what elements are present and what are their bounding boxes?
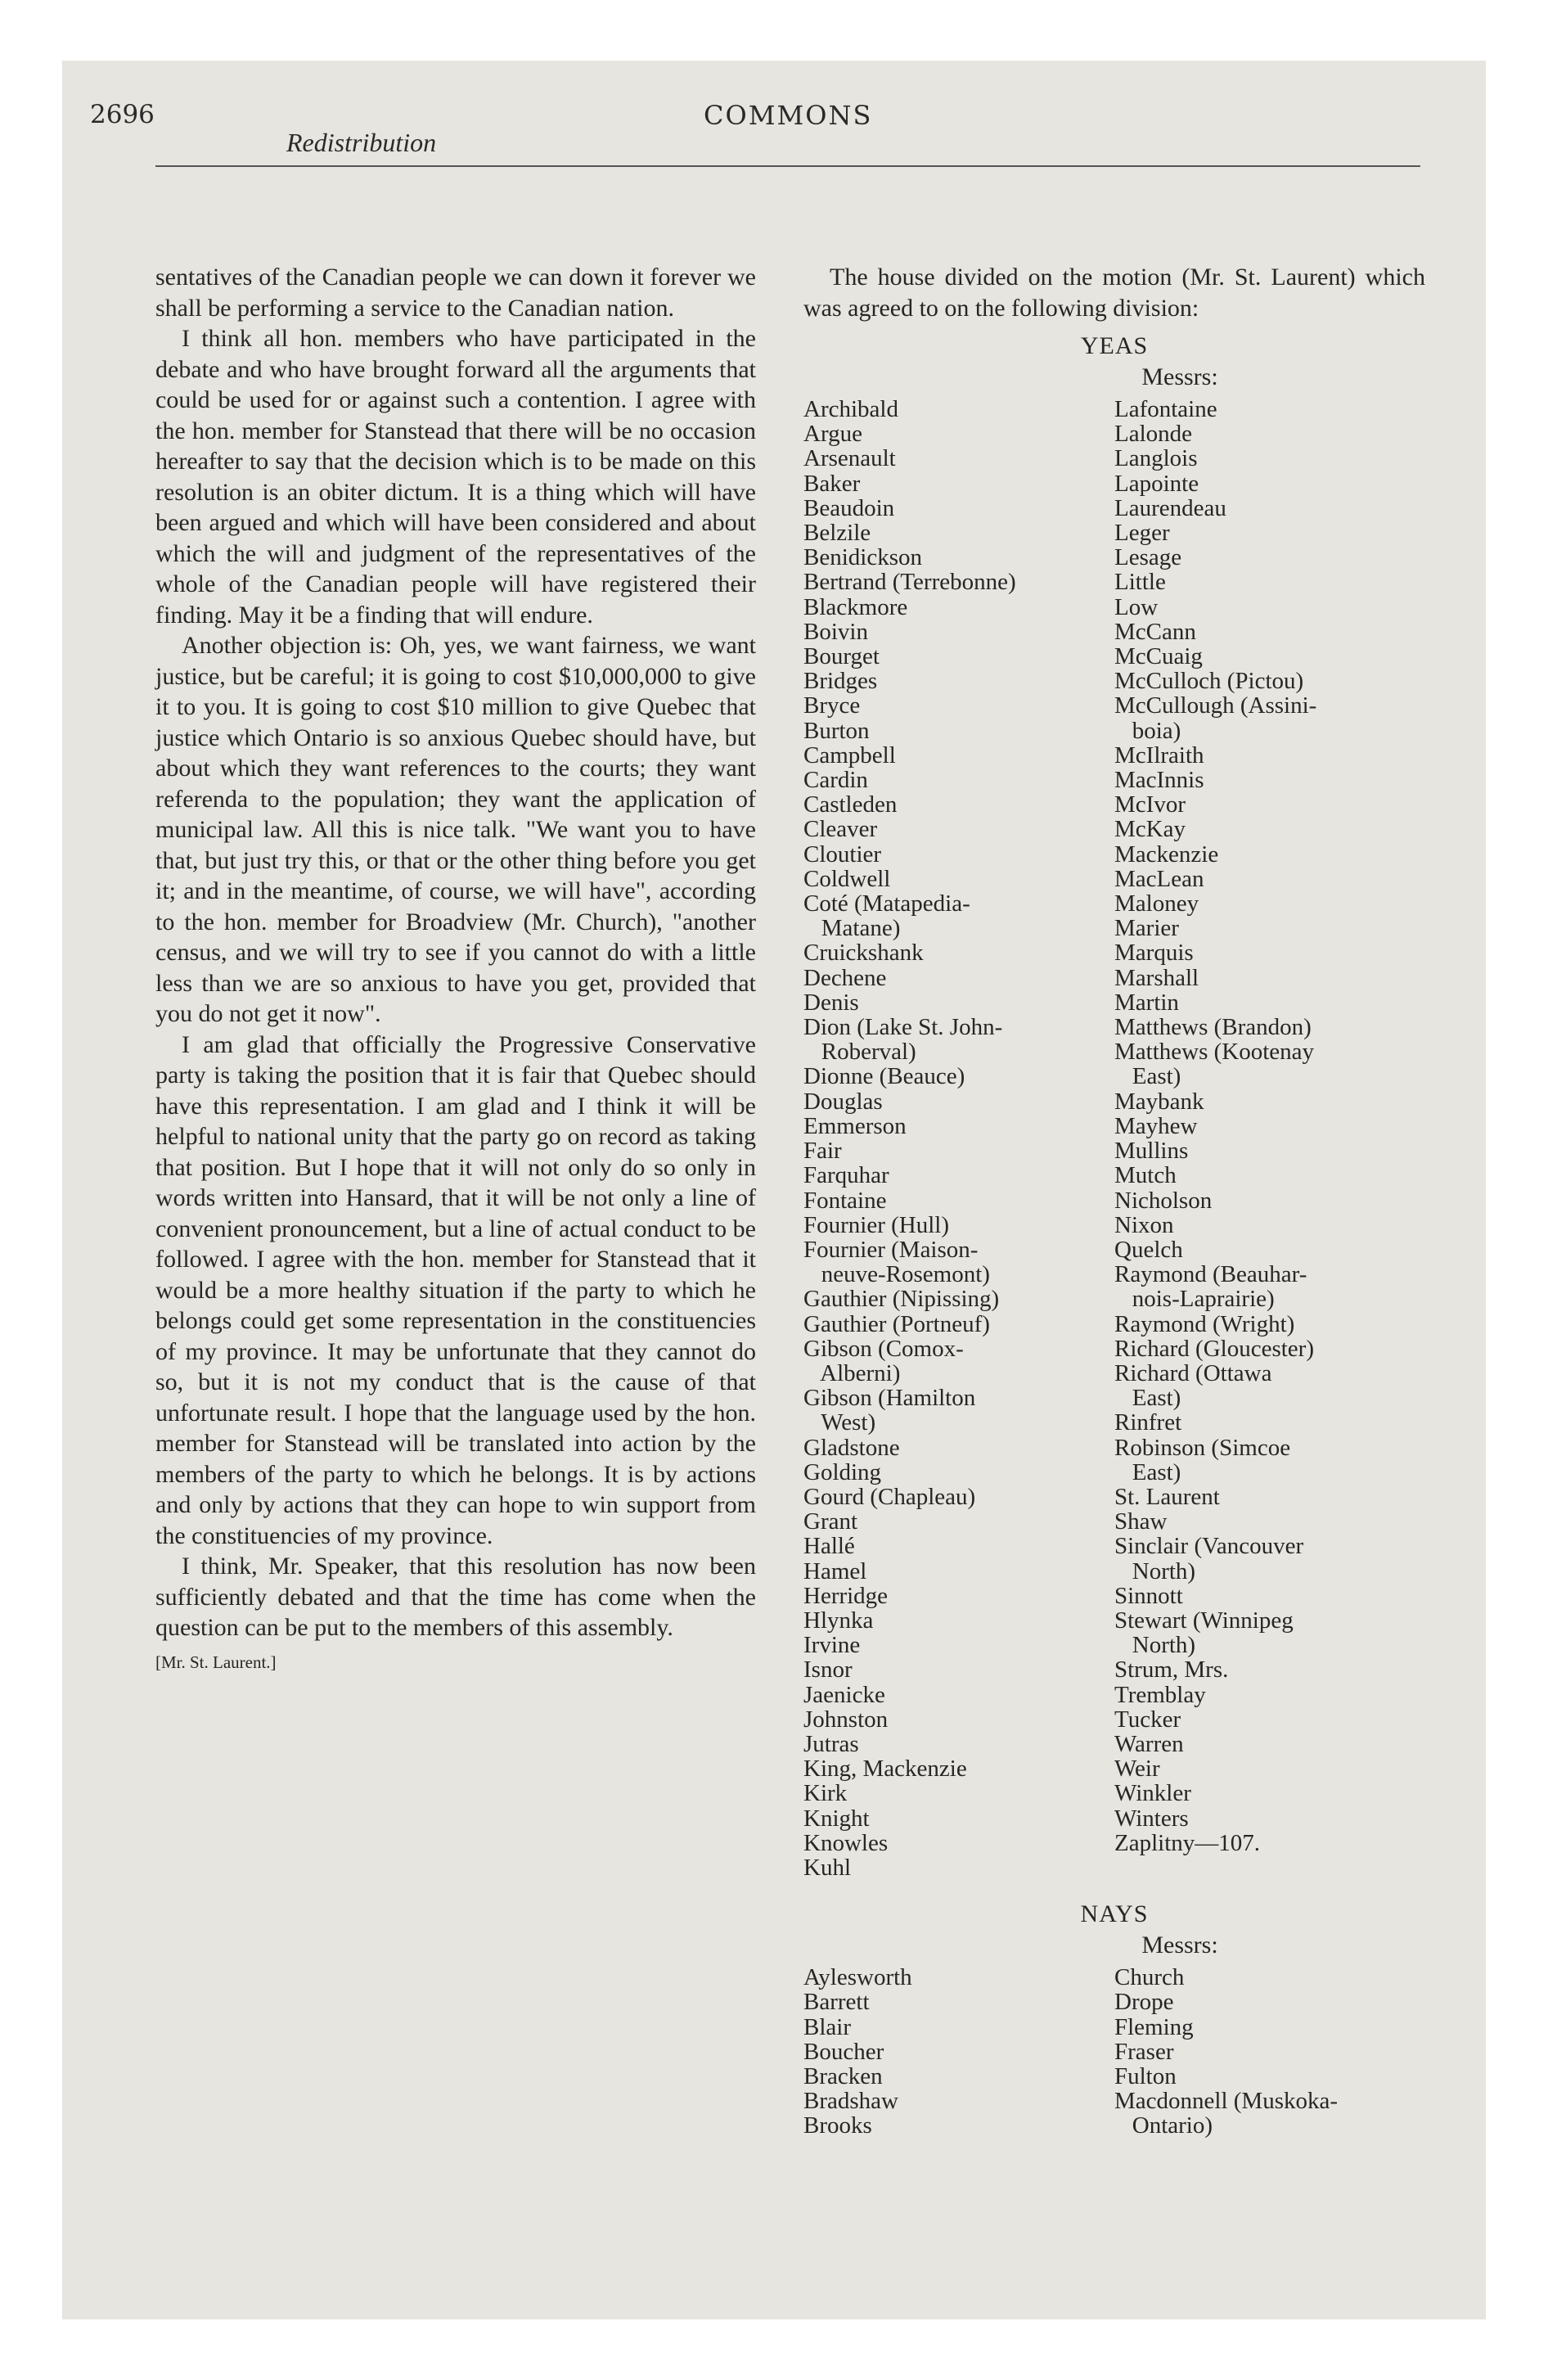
member-name: Winters xyxy=(1114,1805,1189,1832)
member-name: Johnston xyxy=(803,1706,889,1733)
right-column xyxy=(803,262,1425,2139)
member-name: King, Mackenzie xyxy=(803,1756,967,1783)
member-name: Lafontaine xyxy=(1114,396,1217,422)
member-name: Jaenicke xyxy=(803,1681,885,1708)
member-name: Macdonnell (Muskoka- xyxy=(1114,2088,1339,2115)
member-name: MacLean xyxy=(1114,865,1204,892)
member-name: Lesage xyxy=(1114,544,1182,571)
member-name: Barrett xyxy=(803,1989,870,2016)
member-name: Emmerson xyxy=(803,1112,907,1139)
member-name: Dechene xyxy=(803,964,887,991)
member-name: Lalonde xyxy=(1114,421,1193,448)
member-name: neuve-Rosemont) xyxy=(803,1261,990,1288)
member-name: Zaplitny—107. xyxy=(1114,1829,1261,1856)
member-name: Ontario) xyxy=(1114,2112,1213,2139)
member-name: West) xyxy=(803,1409,876,1436)
member-name: Aylesworth xyxy=(803,1964,912,1991)
member-name: Maybank xyxy=(1114,1088,1204,1115)
member-name: boia) xyxy=(1114,717,1181,744)
member-name: Matthews (Kootenay xyxy=(1114,1039,1315,1066)
member-name: McCulloch (Pictou) xyxy=(1114,668,1304,695)
member-name: Knight xyxy=(803,1805,870,1832)
member-name: Dionne (Beauce) xyxy=(803,1063,965,1090)
member-name: Mayhew xyxy=(1114,1112,1198,1139)
member-name: Farquhar xyxy=(803,1162,889,1189)
member-name: Coldwell xyxy=(803,865,891,892)
yeas-column-a xyxy=(803,397,1114,1880)
member-name: Leger xyxy=(1114,520,1170,547)
member-name: Quelch xyxy=(1114,1236,1183,1263)
member-name: McCuaig xyxy=(1114,643,1203,670)
member-name: Stewart (Winnipeg xyxy=(1114,1607,1294,1634)
page-number: 2696 xyxy=(90,100,155,129)
member-name: Gladstone xyxy=(803,1434,900,1461)
member-name: Fournier (Hull) xyxy=(803,1211,949,1238)
yeas-column-b xyxy=(1114,397,1425,1880)
member-name: Fontaine xyxy=(803,1187,887,1214)
member-name: Bradshaw xyxy=(803,2088,898,2115)
member-name: Gibson (Comox- xyxy=(803,1335,964,1362)
member-name: Bridges xyxy=(803,668,878,695)
member-name: McIlraith xyxy=(1114,741,1204,769)
member-name: nois-Laprairie) xyxy=(1114,1286,1275,1313)
member-name: Kuhl xyxy=(803,1854,851,1881)
member-name: Weir xyxy=(1114,1756,1160,1783)
member-name: McKay xyxy=(1114,816,1186,843)
member-name: Cleaver xyxy=(803,816,878,843)
member-name: North) xyxy=(1114,1632,1196,1659)
member-name: Golding xyxy=(803,1458,882,1485)
member-name: Robinson (Simcoe xyxy=(1114,1434,1291,1461)
member-name: Belzile xyxy=(803,520,871,547)
member-name: Strum, Mrs. xyxy=(1114,1657,1229,1684)
member-name: Maloney xyxy=(1114,890,1199,917)
member-name: Richard (Ottawa xyxy=(1114,1359,1272,1386)
member-name: Matthews (Brandon) xyxy=(1114,1014,1312,1041)
member-name: Sinnott xyxy=(1114,1582,1183,1609)
division-statement: The house divided on the motion (Mr. St. Laurent) which was agreed to on the following division: xyxy=(803,264,1425,322)
member-name: Cloutier xyxy=(803,841,882,868)
member-name: MacInnis xyxy=(1114,767,1204,794)
member-name: Bracken xyxy=(803,2063,883,2089)
member-name: Knowles xyxy=(803,1829,889,1856)
member-name: Coté (Matapedia- xyxy=(803,890,970,917)
member-name: Fulton xyxy=(1114,2063,1177,2089)
member-name: Gauthier (Portneuf) xyxy=(803,1310,990,1337)
nays-messrs: Messrs: xyxy=(1141,1931,1218,1959)
member-name: Boivin xyxy=(803,618,868,645)
member-name: Irvine xyxy=(803,1632,861,1659)
member-name: East) xyxy=(1114,1385,1181,1412)
yeas-heading: YEAS xyxy=(1080,332,1149,359)
member-name: Bourget xyxy=(803,643,880,670)
member-name: Bryce xyxy=(803,692,861,719)
member-name: Gourd (Chapleau) xyxy=(803,1483,976,1510)
member-name: Sinclair (Vancouver xyxy=(1114,1533,1304,1560)
member-name: McCullough (Assini- xyxy=(1114,692,1317,719)
member-name: Mutch xyxy=(1114,1162,1177,1189)
member-name: Benidickson xyxy=(803,544,922,571)
member-name: Marquis xyxy=(1114,940,1194,967)
member-name: East) xyxy=(1114,1063,1181,1090)
member-name: St. Laurent xyxy=(1114,1483,1220,1510)
member-name: Fair xyxy=(803,1138,842,1165)
member-name: Richard (Gloucester) xyxy=(1114,1335,1314,1362)
member-name: Langlois xyxy=(1114,445,1198,472)
page-heading: COMMONS xyxy=(704,100,873,131)
nays-list xyxy=(803,1965,1425,2138)
member-name: Jutras xyxy=(803,1730,859,1757)
member-name: Tremblay xyxy=(1114,1681,1206,1708)
member-name: Cruickshank xyxy=(803,940,924,967)
member-name: Lapointe xyxy=(1114,470,1199,497)
member-name: Matane) xyxy=(803,915,901,942)
member-name: Cardin xyxy=(803,767,868,794)
member-name: Nicholson xyxy=(1114,1187,1213,1214)
member-name: Boucher xyxy=(803,2038,884,2065)
member-name: Blackmore xyxy=(803,593,908,620)
member-name: Blair xyxy=(803,2013,851,2040)
member-name: Grant xyxy=(803,1508,858,1535)
member-name: Bertrand (Terrebonne) xyxy=(803,569,1016,596)
speaker-footnote: [Mr. St. Laurent.] xyxy=(155,1652,277,1672)
member-name: Hamel xyxy=(803,1557,867,1584)
member-name: Mackenzie xyxy=(1114,841,1219,868)
paragraph: I think, Mr. Speaker, that this resolution has now been sufficiently debated and that the time has come when the question can be put to the members of this assembly. xyxy=(155,1553,756,1641)
nays-column-b xyxy=(1114,1965,1425,2138)
member-name: Archibald xyxy=(803,396,898,422)
member-name: Little xyxy=(1114,569,1166,596)
header-rule xyxy=(155,165,1420,167)
member-name: Raymond (Wright) xyxy=(1114,1310,1295,1337)
member-name: McIvor xyxy=(1114,791,1186,818)
paragraph: Another objection is: Oh, yes, we want fairness, we want justice, but be careful; it is going to cost $10,000,000 to give it to you. It is going to cost $10 million to give Quebec that justice which Ontario is so anxious Quebec should have, but about which they want references to the courts; they want referenda to the population; they want the application of municipal law. All this is nice talk. "We want you to have that, but just try this, or that or the other thing before you get it; and in the meantime, of course, we will have", according to the hon. member for Broadview (Mr. Church), "another census, and we will try to see if you cannot do with a little less than we are so anxious to have you get, provided that you do not get it now". xyxy=(155,632,756,1027)
member-name: Argue xyxy=(803,421,862,448)
yeas-list xyxy=(803,397,1425,1880)
member-name: Burton xyxy=(803,717,870,744)
member-name: Castleden xyxy=(803,791,898,818)
member-name: North) xyxy=(1114,1557,1196,1584)
paragraph: sentatives of the Canadian people we can down it forever we shall be performing a service to the Canadian nation. xyxy=(155,264,756,322)
member-name: Fleming xyxy=(1114,2013,1194,2040)
member-name: Shaw xyxy=(1114,1508,1168,1535)
member-name: Dion (Lake St. John- xyxy=(803,1014,1003,1041)
member-name: Isnor xyxy=(803,1657,853,1684)
member-name: Church xyxy=(1114,1964,1185,1991)
page-subject: Redistribution xyxy=(286,128,437,157)
member-name: Brooks xyxy=(803,2112,872,2139)
member-name: Marshall xyxy=(1114,964,1199,991)
member-name: Gauthier (Nipissing) xyxy=(803,1286,1000,1313)
member-name: Roberval) xyxy=(803,1039,916,1066)
member-name: Tucker xyxy=(1114,1706,1181,1733)
member-name: Beaudoin xyxy=(803,494,895,521)
member-name: Baker xyxy=(803,470,861,497)
member-name: Raymond (Beauhar- xyxy=(1114,1261,1307,1288)
left-column xyxy=(155,262,756,1673)
paragraph: I think all hon. members who have participated in the debate and who have brought forward all the arguments that could be used for or against such a contention. I agree with the hon. member for Stanstead that there will be no occasion hereafter to say that the decision which is to be made on this resolution is an obiter dictum. It is a thing which will have been argued and which will have been considered and about which the will and judgment of the representatives of the whole of the Canadian people will have registered their finding. May it be a finding that will endure. xyxy=(155,325,756,629)
member-name: East) xyxy=(1114,1458,1181,1485)
member-name: Alberni) xyxy=(803,1359,901,1386)
member-name: Campbell xyxy=(803,741,896,769)
member-name: Fournier (Maison- xyxy=(803,1236,979,1263)
nays-heading: NAYS xyxy=(1080,1900,1149,1928)
member-name: Laurendeau xyxy=(1114,494,1226,521)
member-name: Marier xyxy=(1114,915,1179,942)
member-name: Gibson (Hamilton xyxy=(803,1385,976,1412)
nays-column-a xyxy=(803,1965,1114,2138)
member-name: Nixon xyxy=(1114,1211,1174,1238)
member-name: Fraser xyxy=(1114,2038,1174,2065)
member-name: Martin xyxy=(1114,989,1179,1016)
member-name: Winkler xyxy=(1114,1780,1191,1807)
member-name: Warren xyxy=(1114,1730,1184,1757)
member-name: Herridge xyxy=(803,1582,889,1609)
member-name: Low xyxy=(1114,593,1159,620)
member-name: Arsenault xyxy=(803,445,896,472)
member-name: Kirk xyxy=(803,1780,848,1807)
member-name: McCann xyxy=(1114,618,1196,645)
yeas-messrs: Messrs: xyxy=(1141,363,1218,390)
member-name: Denis xyxy=(803,989,859,1016)
member-name: Mullins xyxy=(1114,1138,1189,1165)
member-name: Rinfret xyxy=(1114,1409,1182,1436)
member-name: Hlynka xyxy=(803,1607,874,1634)
member-name: Hallé xyxy=(803,1533,855,1560)
member-name: Drope xyxy=(1114,1989,1174,2016)
member-name: Douglas xyxy=(803,1088,883,1115)
paragraph: I am glad that officially the Progressive Conservative party is taking the position that it is fair that Quebec should have this representation. I am glad and I think it will be helpful to national unity that the party go on record as taking that position. But I hope that it will not only do so only in words written into Hansard, that it will be not only a line of convenient pronouncement, but a line of actual conduct to be followed. I agree with the hon. member for Stanstead that it would be a more healthy situation if the party to which he belongs could get some representation in the constituencies of my province. It may be unfortunate that they cannot do so, but it is not my conduct that is the cause of that unfortunate result. I hope that the language used by the hon. member for Stanstead will be translated into action by the members of the party to which he belongs. It is by actions and only by actions that they can hope to win support from the constituencies of my province. xyxy=(155,1030,756,1549)
